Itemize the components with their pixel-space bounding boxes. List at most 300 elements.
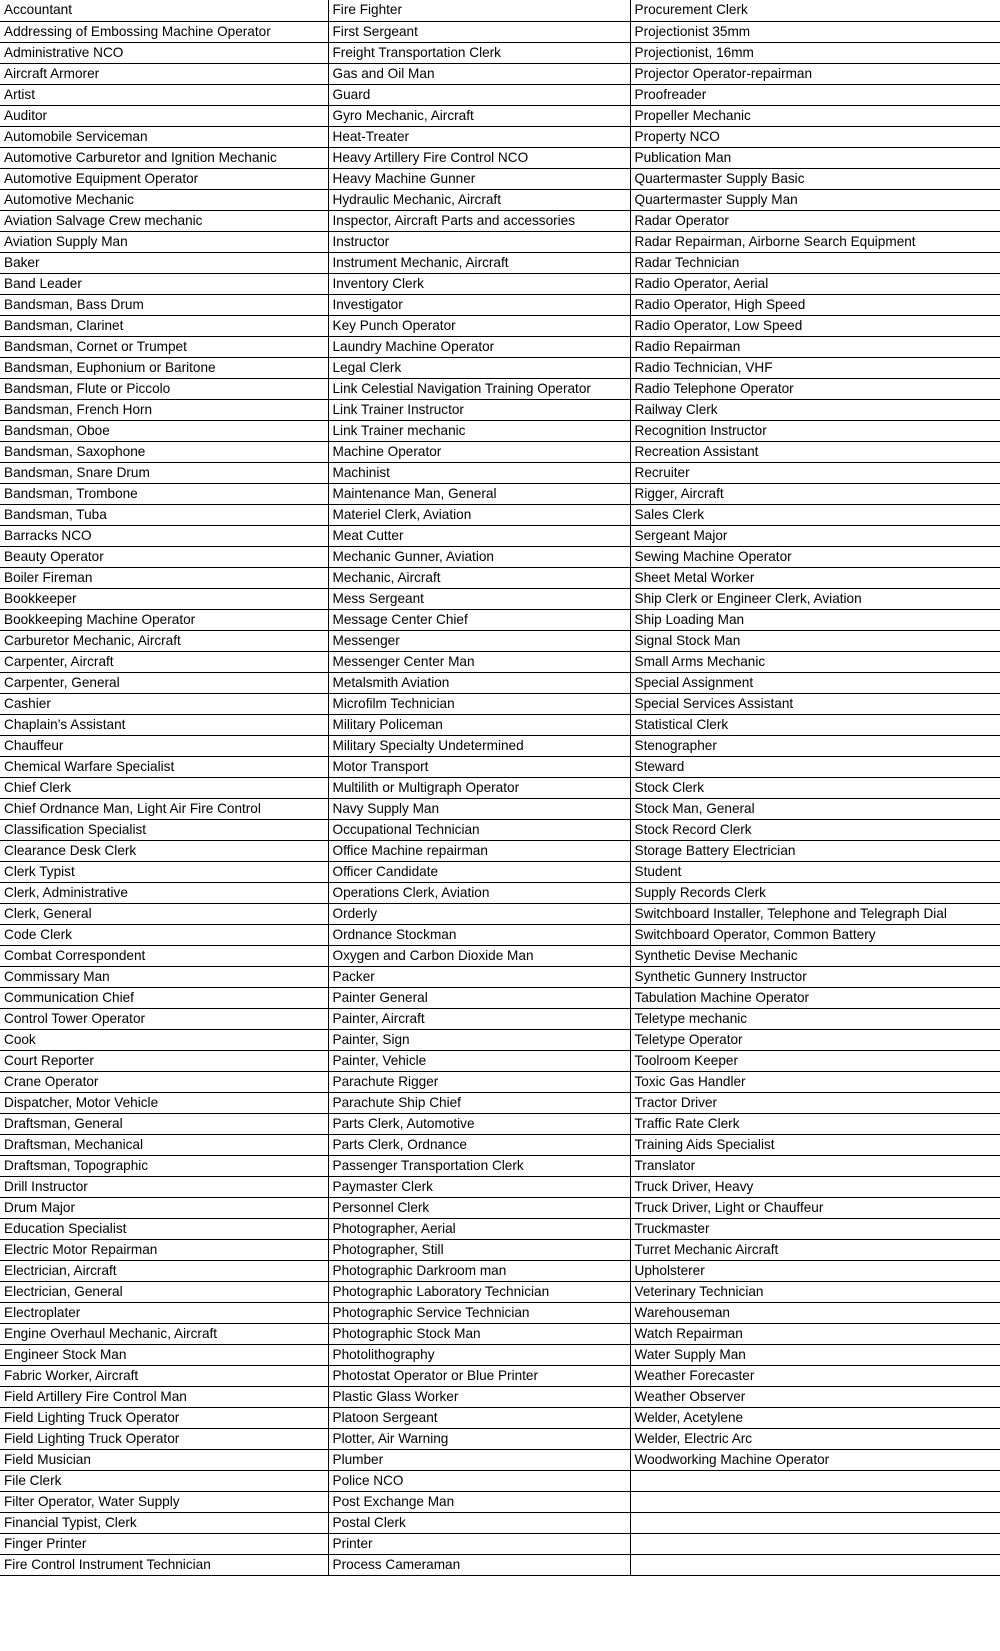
- table-row: [0, 462, 1000, 483]
- occupation-cell: Truckmaster: [630, 1218, 1000, 1239]
- occupation-cell: Key Punch Operator: [328, 315, 630, 336]
- occupation-cell: Bandsman, Flute or Piccolo: [0, 378, 328, 399]
- occupation-cell: Stock Man, General: [630, 798, 1000, 819]
- occupation-cell: Bandsman, Clarinet: [0, 315, 328, 336]
- table-row: [0, 420, 1000, 441]
- occupation-cell: Student: [630, 861, 1000, 882]
- occupation-cell: Welder, Electric Arc: [630, 1428, 1000, 1449]
- occupation-cell: Bandsman, Tuba: [0, 504, 328, 525]
- table-row: [0, 546, 1000, 567]
- occupation-cell: Cashier: [0, 693, 328, 714]
- occupation-cell: Painter, Aircraft: [328, 1008, 630, 1029]
- empty-cell: [630, 1554, 1000, 1575]
- occupation-cell: Chauffeur: [0, 735, 328, 756]
- occupation-cell: Baker: [0, 252, 328, 273]
- occupation-cell: Painter General: [328, 987, 630, 1008]
- occupation-cell: Carburetor Mechanic, Aircraft: [0, 630, 328, 651]
- occupation-cell: Photographic Laboratory Technician: [328, 1281, 630, 1302]
- occupation-cell: Mess Sergeant: [328, 588, 630, 609]
- occupation-cell: Radar Operator: [630, 210, 1000, 231]
- empty-cell: [630, 1533, 1000, 1554]
- occupation-cell: Parachute Ship Chief: [328, 1092, 630, 1113]
- occupation-cell: Veterinary Technician: [630, 1281, 1000, 1302]
- table-row: [0, 1470, 1000, 1491]
- table-row: [0, 42, 1000, 63]
- occupation-cell: Projectionist, 16mm: [630, 42, 1000, 63]
- occupation-cell: Chaplain’s Assistant: [0, 714, 328, 735]
- occupation-cell: Translator: [630, 1155, 1000, 1176]
- occupation-cell: Communication Chief: [0, 987, 328, 1008]
- occupation-cell: Watch Repairman: [630, 1323, 1000, 1344]
- occupation-cell: Radio Operator, Aerial: [630, 273, 1000, 294]
- occupation-cell: Automotive Equipment Operator: [0, 168, 328, 189]
- occupation-cell: Water Supply Man: [630, 1344, 1000, 1365]
- occupation-cell: Signal Stock Man: [630, 630, 1000, 651]
- occupation-cell: Auditor: [0, 105, 328, 126]
- occupation-cell: Oxygen and Carbon Dioxide Man: [328, 945, 630, 966]
- occupation-cell: Officer Candidate: [328, 861, 630, 882]
- occupation-cell: Property NCO: [630, 126, 1000, 147]
- occupation-cell: Laundry Machine Operator: [328, 336, 630, 357]
- table-row: [0, 1239, 1000, 1260]
- table-row: [0, 105, 1000, 126]
- table-row: [0, 1512, 1000, 1533]
- table-row: [0, 1071, 1000, 1092]
- occupation-cell: Projectionist 35mm: [630, 21, 1000, 42]
- occupation-cell: Photostat Operator or Blue Printer: [328, 1365, 630, 1386]
- table-row: [0, 693, 1000, 714]
- occupation-cell: Packer: [328, 966, 630, 987]
- table-row: [0, 882, 1000, 903]
- occupation-cell: Artist: [0, 84, 328, 105]
- occupation-cell: Rigger, Aircraft: [630, 483, 1000, 504]
- occupation-cell: Engine Overhaul Mechanic, Aircraft: [0, 1323, 328, 1344]
- occupation-cell: Paymaster Clerk: [328, 1176, 630, 1197]
- occupation-cell: Link Trainer mechanic: [328, 420, 630, 441]
- occupation-cell: Field Lighting Truck Operator: [0, 1428, 328, 1449]
- occupation-cell: Painter, Vehicle: [328, 1050, 630, 1071]
- occupation-cell: Investigator: [328, 294, 630, 315]
- table-row: [0, 504, 1000, 525]
- occupation-cell: Toolroom Keeper: [630, 1050, 1000, 1071]
- occupation-cell: Aircraft Armorer: [0, 63, 328, 84]
- occupation-cell: Photolithography: [328, 1344, 630, 1365]
- table-row: [0, 714, 1000, 735]
- table-row: [0, 1050, 1000, 1071]
- occupation-cell: Bookkeeping Machine Operator: [0, 609, 328, 630]
- occupation-cell: Accountant: [0, 0, 328, 21]
- occupation-cell: Upholsterer: [630, 1260, 1000, 1281]
- occupation-cell: Occupational Technician: [328, 819, 630, 840]
- occupation-cell: Sales Clerk: [630, 504, 1000, 525]
- occupation-cell: Bandsman, Cornet or Trumpet: [0, 336, 328, 357]
- occupation-cell: Quartermaster Supply Man: [630, 189, 1000, 210]
- occupation-cell: Administrative NCO: [0, 42, 328, 63]
- table-row: [0, 294, 1000, 315]
- occupation-cell: Police NCO: [328, 1470, 630, 1491]
- occupation-cell: Bandsman, French Horn: [0, 399, 328, 420]
- table-row: [0, 945, 1000, 966]
- occupation-cell: Radio Repairman: [630, 336, 1000, 357]
- occupation-cell: Carpenter, Aircraft: [0, 651, 328, 672]
- occupation-cell: Personnel Clerk: [328, 1197, 630, 1218]
- table-row: [0, 84, 1000, 105]
- occupation-cell: Addressing of Embossing Machine Operator: [0, 21, 328, 42]
- occupation-cell: Printer: [328, 1533, 630, 1554]
- occupation-cell: Sheet Metal Worker: [630, 567, 1000, 588]
- occupation-cell: Aviation Supply Man: [0, 231, 328, 252]
- occupation-cell: Materiel Clerk, Aviation: [328, 504, 630, 525]
- occupation-cell: Truck Driver, Light or Chauffeur: [630, 1197, 1000, 1218]
- occupation-cell: Radio Operator, Low Speed: [630, 315, 1000, 336]
- table-row: [0, 1428, 1000, 1449]
- occupation-cell: Operations Clerk, Aviation: [328, 882, 630, 903]
- table-row: [0, 441, 1000, 462]
- occupation-cell: Ordnance Stockman: [328, 924, 630, 945]
- empty-cell: [630, 1491, 1000, 1512]
- occupation-cell: Postal Clerk: [328, 1512, 630, 1533]
- occupation-cell: Training Aids Specialist: [630, 1134, 1000, 1155]
- occupation-cell: Publication Man: [630, 147, 1000, 168]
- table-row: [0, 1260, 1000, 1281]
- occupation-cell: Turret Mechanic Aircraft: [630, 1239, 1000, 1260]
- occupation-cell: Guard: [328, 84, 630, 105]
- table-row: [0, 651, 1000, 672]
- occupation-cell: Gas and Oil Man: [328, 63, 630, 84]
- occupation-cell: Mechanic, Aircraft: [328, 567, 630, 588]
- occupation-cell: Automobile Serviceman: [0, 126, 328, 147]
- occupation-cell: Freight Transportation Clerk: [328, 42, 630, 63]
- occupation-cell: Fire Control Instrument Technician: [0, 1554, 328, 1575]
- occupation-cell: Projector Operator-repairman: [630, 63, 1000, 84]
- occupation-cell: Message Center Chief: [328, 609, 630, 630]
- table-row: [0, 1029, 1000, 1050]
- occupation-cell: Chemical Warfare Specialist: [0, 756, 328, 777]
- table-row: [0, 1344, 1000, 1365]
- table-row: [0, 966, 1000, 987]
- table-row: [0, 1113, 1000, 1134]
- occupation-cell: Electroplater: [0, 1302, 328, 1323]
- table-row: [0, 1218, 1000, 1239]
- table-row: [0, 777, 1000, 798]
- occupation-cell: Cook: [0, 1029, 328, 1050]
- occupation-cell: Clearance Desk Clerk: [0, 840, 328, 861]
- occupation-cell: Bandsman, Snare Drum: [0, 462, 328, 483]
- table-row: [0, 588, 1000, 609]
- table-row: [0, 1092, 1000, 1113]
- occupation-cell: Stock Record Clerk: [630, 819, 1000, 840]
- occupation-cell: Filter Operator, Water Supply: [0, 1491, 328, 1512]
- occupation-cell: Photographer, Still: [328, 1239, 630, 1260]
- occupation-cell: Statistical Clerk: [630, 714, 1000, 735]
- occupation-cell: Classification Specialist: [0, 819, 328, 840]
- occupation-cell: Orderly: [328, 903, 630, 924]
- occupation-cell: Photographic Stock Man: [328, 1323, 630, 1344]
- occupation-cell: Court Reporter: [0, 1050, 328, 1071]
- occupation-cell: Education Specialist: [0, 1218, 328, 1239]
- occupation-cell: Automotive Carburetor and Ignition Mechanic: [0, 147, 328, 168]
- table-row: [0, 1008, 1000, 1029]
- occupation-cell: Small Arms Mechanic: [630, 651, 1000, 672]
- table-row: [0, 567, 1000, 588]
- table-row: [0, 525, 1000, 546]
- occupation-cell: Toxic Gas Handler: [630, 1071, 1000, 1092]
- occupation-cell: File Clerk: [0, 1470, 328, 1491]
- table-row: [0, 378, 1000, 399]
- occupation-cell: Commissary Man: [0, 966, 328, 987]
- occupation-cell: Welder, Acetylene: [630, 1407, 1000, 1428]
- occupation-cell: Messenger Center Man: [328, 651, 630, 672]
- occupation-cell: Military Specialty Undetermined: [328, 735, 630, 756]
- table-row: [0, 1554, 1000, 1575]
- occupation-cell: Inspector, Aircraft Parts and accessories: [328, 210, 630, 231]
- table-row: [0, 672, 1000, 693]
- occupation-cell: Radar Repairman, Airborne Search Equipment: [630, 231, 1000, 252]
- occupation-cell: Parts Clerk, Ordnance: [328, 1134, 630, 1155]
- occupation-cell: Financial Typist, Clerk: [0, 1512, 328, 1533]
- occupation-cell: Office Machine repairman: [328, 840, 630, 861]
- occupation-cell: Tractor Driver: [630, 1092, 1000, 1113]
- occupation-cell: Metalsmith Aviation: [328, 672, 630, 693]
- occupation-cell: Aviation Salvage Crew mechanic: [0, 210, 328, 231]
- table-row: [0, 126, 1000, 147]
- occupation-cell: Crane Operator: [0, 1071, 328, 1092]
- occupation-cell: Barracks NCO: [0, 525, 328, 546]
- occupation-cell: Storage Battery Electrician: [630, 840, 1000, 861]
- table-row: [0, 0, 1000, 21]
- occupation-cell: Stenographer: [630, 735, 1000, 756]
- table-row: [0, 189, 1000, 210]
- table-row: [0, 1281, 1000, 1302]
- occupation-cell: Control Tower Operator: [0, 1008, 328, 1029]
- occupation-cell: Railway Clerk: [630, 399, 1000, 420]
- occupation-cell: Passenger Transportation Clerk: [328, 1155, 630, 1176]
- occupation-cell: Recruiter: [630, 462, 1000, 483]
- occupation-cell: Tabulation Machine Operator: [630, 987, 1000, 1008]
- occupation-cell: Teletype Operator: [630, 1029, 1000, 1050]
- occupation-cell: Photographic Service Technician: [328, 1302, 630, 1323]
- occupation-cell: Hydraulic Mechanic, Aircraft: [328, 189, 630, 210]
- occupation-cell: Bandsman, Oboe: [0, 420, 328, 441]
- occupation-cell: Fabric Worker, Aircraft: [0, 1365, 328, 1386]
- occupation-cell: Microfilm Technician: [328, 693, 630, 714]
- occupation-cell: Steward: [630, 756, 1000, 777]
- empty-cell: [630, 1512, 1000, 1533]
- occupation-cell: Painter, Sign: [328, 1029, 630, 1050]
- table-row: [0, 1386, 1000, 1407]
- occupation-cell: Chief Clerk: [0, 777, 328, 798]
- occupation-cell: Clerk Typist: [0, 861, 328, 882]
- occupation-cell: Stock Clerk: [630, 777, 1000, 798]
- occupation-cell: Heat-Treater: [328, 126, 630, 147]
- table-row: [0, 336, 1000, 357]
- table-row: [0, 1491, 1000, 1512]
- occupation-cell: Photographic Darkroom man: [328, 1260, 630, 1281]
- occupation-cell: Ship Loading Man: [630, 609, 1000, 630]
- occupation-cell: Draftsman, Mechanical: [0, 1134, 328, 1155]
- occupation-cell: Inventory Clerk: [328, 273, 630, 294]
- occupation-cell: Multilith or Multigraph Operator: [328, 777, 630, 798]
- table-row: [0, 1134, 1000, 1155]
- occupation-cell: Field Lighting Truck Operator: [0, 1407, 328, 1428]
- occupation-cell: Bandsman, Trombone: [0, 483, 328, 504]
- occupation-cell: Parachute Rigger: [328, 1071, 630, 1092]
- occupation-cell: Band Leader: [0, 273, 328, 294]
- table-row: [0, 1197, 1000, 1218]
- table-row: [0, 399, 1000, 420]
- occupation-cell: Carpenter, General: [0, 672, 328, 693]
- occupation-cell: Sergeant Major: [630, 525, 1000, 546]
- occupation-cell: Machinist: [328, 462, 630, 483]
- occupation-cell: Heavy Artillery Fire Control NCO: [328, 147, 630, 168]
- table-row: [0, 819, 1000, 840]
- occupation-cell: Dispatcher, Motor Vehicle: [0, 1092, 328, 1113]
- table-row: [0, 924, 1000, 945]
- occupation-cell: Combat Correspondent: [0, 945, 328, 966]
- occupation-cell: Quartermaster Supply Basic: [630, 168, 1000, 189]
- occupation-cell: Machine Operator: [328, 441, 630, 462]
- occupation-cell: Synthetic Gunnery Instructor: [630, 966, 1000, 987]
- occupation-cell: Link Celestial Navigation Training Operator: [328, 378, 630, 399]
- occupation-cell: Warehouseman: [630, 1302, 1000, 1323]
- occupation-cell: Draftsman, Topographic: [0, 1155, 328, 1176]
- occupation-cell: Draftsman, General: [0, 1113, 328, 1134]
- table-row: [0, 735, 1000, 756]
- table-row: [0, 1155, 1000, 1176]
- occupation-cell: Engineer Stock Man: [0, 1344, 328, 1365]
- occupation-cell: Code Clerk: [0, 924, 328, 945]
- occupation-cell: Ship Clerk or Engineer Clerk, Aviation: [630, 588, 1000, 609]
- occupation-cell: Electrician, Aircraft: [0, 1260, 328, 1281]
- table-row: [0, 1365, 1000, 1386]
- occupation-cell: Plastic Glass Worker: [328, 1386, 630, 1407]
- occupation-cell: Plumber: [328, 1449, 630, 1470]
- table-row: [0, 357, 1000, 378]
- occupation-cell: Link Trainer Instructor: [328, 399, 630, 420]
- table-row: [0, 147, 1000, 168]
- occupation-cell: Sewing Machine Operator: [630, 546, 1000, 567]
- table-row: [0, 1407, 1000, 1428]
- table-row: [0, 1176, 1000, 1197]
- occupation-cell: Bandsman, Euphonium or Baritone: [0, 357, 328, 378]
- table-row: [0, 21, 1000, 42]
- table-row: [0, 1323, 1000, 1344]
- occupation-cell: Traffic Rate Clerk: [630, 1113, 1000, 1134]
- occupation-cell: Electric Motor Repairman: [0, 1239, 328, 1260]
- occupation-cell: Weather Forecaster: [630, 1365, 1000, 1386]
- occupation-cell: Radio Operator, High Speed: [630, 294, 1000, 315]
- table-row: [0, 987, 1000, 1008]
- table-row: [0, 252, 1000, 273]
- occupation-cell: Maintenance Man, General: [328, 483, 630, 504]
- table-row: [0, 483, 1000, 504]
- occupation-cell: Recreation Assistant: [630, 441, 1000, 462]
- table-row: [0, 756, 1000, 777]
- occupation-cell: Special Services Assistant: [630, 693, 1000, 714]
- occupation-cell: Field Artillery Fire Control Man: [0, 1386, 328, 1407]
- occupation-cell: Chief Ordnance Man, Light Air Fire Control: [0, 798, 328, 819]
- occupation-cell: Heavy Machine Gunner: [328, 168, 630, 189]
- occupation-cell: Post Exchange Man: [328, 1491, 630, 1512]
- empty-cell: [630, 1470, 1000, 1491]
- occupation-cell: Field Musician: [0, 1449, 328, 1470]
- occupation-cell: Woodworking Machine Operator: [630, 1449, 1000, 1470]
- occupation-cell: Mechanic Gunner, Aviation: [328, 546, 630, 567]
- occupation-cell: Switchboard Operator, Common Battery: [630, 924, 1000, 945]
- occupation-cell: Radar Technician: [630, 252, 1000, 273]
- occupation-cell: Meat Cutter: [328, 525, 630, 546]
- occupation-cell: Propeller Mechanic: [630, 105, 1000, 126]
- occupation-cell: Teletype mechanic: [630, 1008, 1000, 1029]
- table-row: [0, 273, 1000, 294]
- occupation-cell: Drum Major: [0, 1197, 328, 1218]
- occupation-cell: Weather Observer: [630, 1386, 1000, 1407]
- occupation-cell: Beauty Operator: [0, 546, 328, 567]
- occupation-cell: Drill Instructor: [0, 1176, 328, 1197]
- occupation-cell: Radio Technician, VHF: [630, 357, 1000, 378]
- occupation-cell: Navy Supply Man: [328, 798, 630, 819]
- occupation-cell: Recognition Instructor: [630, 420, 1000, 441]
- table-row: [0, 1302, 1000, 1323]
- occupation-cell: Process Cameraman: [328, 1554, 630, 1575]
- occupation-cell: Fire Fighter: [328, 0, 630, 21]
- table-row: [0, 609, 1000, 630]
- occupation-cell: Parts Clerk, Automotive: [328, 1113, 630, 1134]
- occupation-cell: Special Assignment: [630, 672, 1000, 693]
- occupation-cell: Bandsman, Bass Drum: [0, 294, 328, 315]
- occupation-cell: Procurement Clerk: [630, 0, 1000, 21]
- occupation-cell: Legal Clerk: [328, 357, 630, 378]
- occupation-cell: Proofreader: [630, 84, 1000, 105]
- occupation-cell: Instructor: [328, 231, 630, 252]
- occupation-cell: Motor Transport: [328, 756, 630, 777]
- table-row: [0, 903, 1000, 924]
- table-row: [0, 231, 1000, 252]
- occupation-cell: Switchboard Installer, Telephone and Telegraph Dial: [630, 903, 1000, 924]
- table-row: [0, 210, 1000, 231]
- occupation-cell: Electrician, General: [0, 1281, 328, 1302]
- table-row: [0, 315, 1000, 336]
- occupation-cell: Messenger: [328, 630, 630, 651]
- occupation-cell: Truck Driver, Heavy: [630, 1176, 1000, 1197]
- occupation-cell: Instrument Mechanic, Aircraft: [328, 252, 630, 273]
- occupation-cell: Synthetic Devise Mechanic: [630, 945, 1000, 966]
- table-row: [0, 630, 1000, 651]
- table-row: [0, 1533, 1000, 1554]
- table-row: [0, 63, 1000, 84]
- table-row: [0, 798, 1000, 819]
- occupation-cell: Clerk, General: [0, 903, 328, 924]
- table-row: [0, 1449, 1000, 1470]
- occupation-cell: Supply Records Clerk: [630, 882, 1000, 903]
- occupation-cell: Military Policeman: [328, 714, 630, 735]
- occupation-cell: Automotive Mechanic: [0, 189, 328, 210]
- table-row: [0, 168, 1000, 189]
- table-row: [0, 861, 1000, 882]
- occupation-cell: Clerk, Administrative: [0, 882, 328, 903]
- occupation-cell: Plotter, Air Warning: [328, 1428, 630, 1449]
- occupation-cell: Bandsman, Saxophone: [0, 441, 328, 462]
- occupation-cell: Photographer, Aerial: [328, 1218, 630, 1239]
- occupation-cell: Gyro Mechanic, Aircraft: [328, 105, 630, 126]
- occupation-cell: First Sergeant: [328, 21, 630, 42]
- occupation-cell: Finger Printer: [0, 1533, 328, 1554]
- occupation-cell: Bookkeeper: [0, 588, 328, 609]
- occupation-cell: Boiler Fireman: [0, 567, 328, 588]
- occupation-cell: Platoon Sergeant: [328, 1407, 630, 1428]
- occupation-cell: Radio Telephone Operator: [630, 378, 1000, 399]
- table-row: [0, 840, 1000, 861]
